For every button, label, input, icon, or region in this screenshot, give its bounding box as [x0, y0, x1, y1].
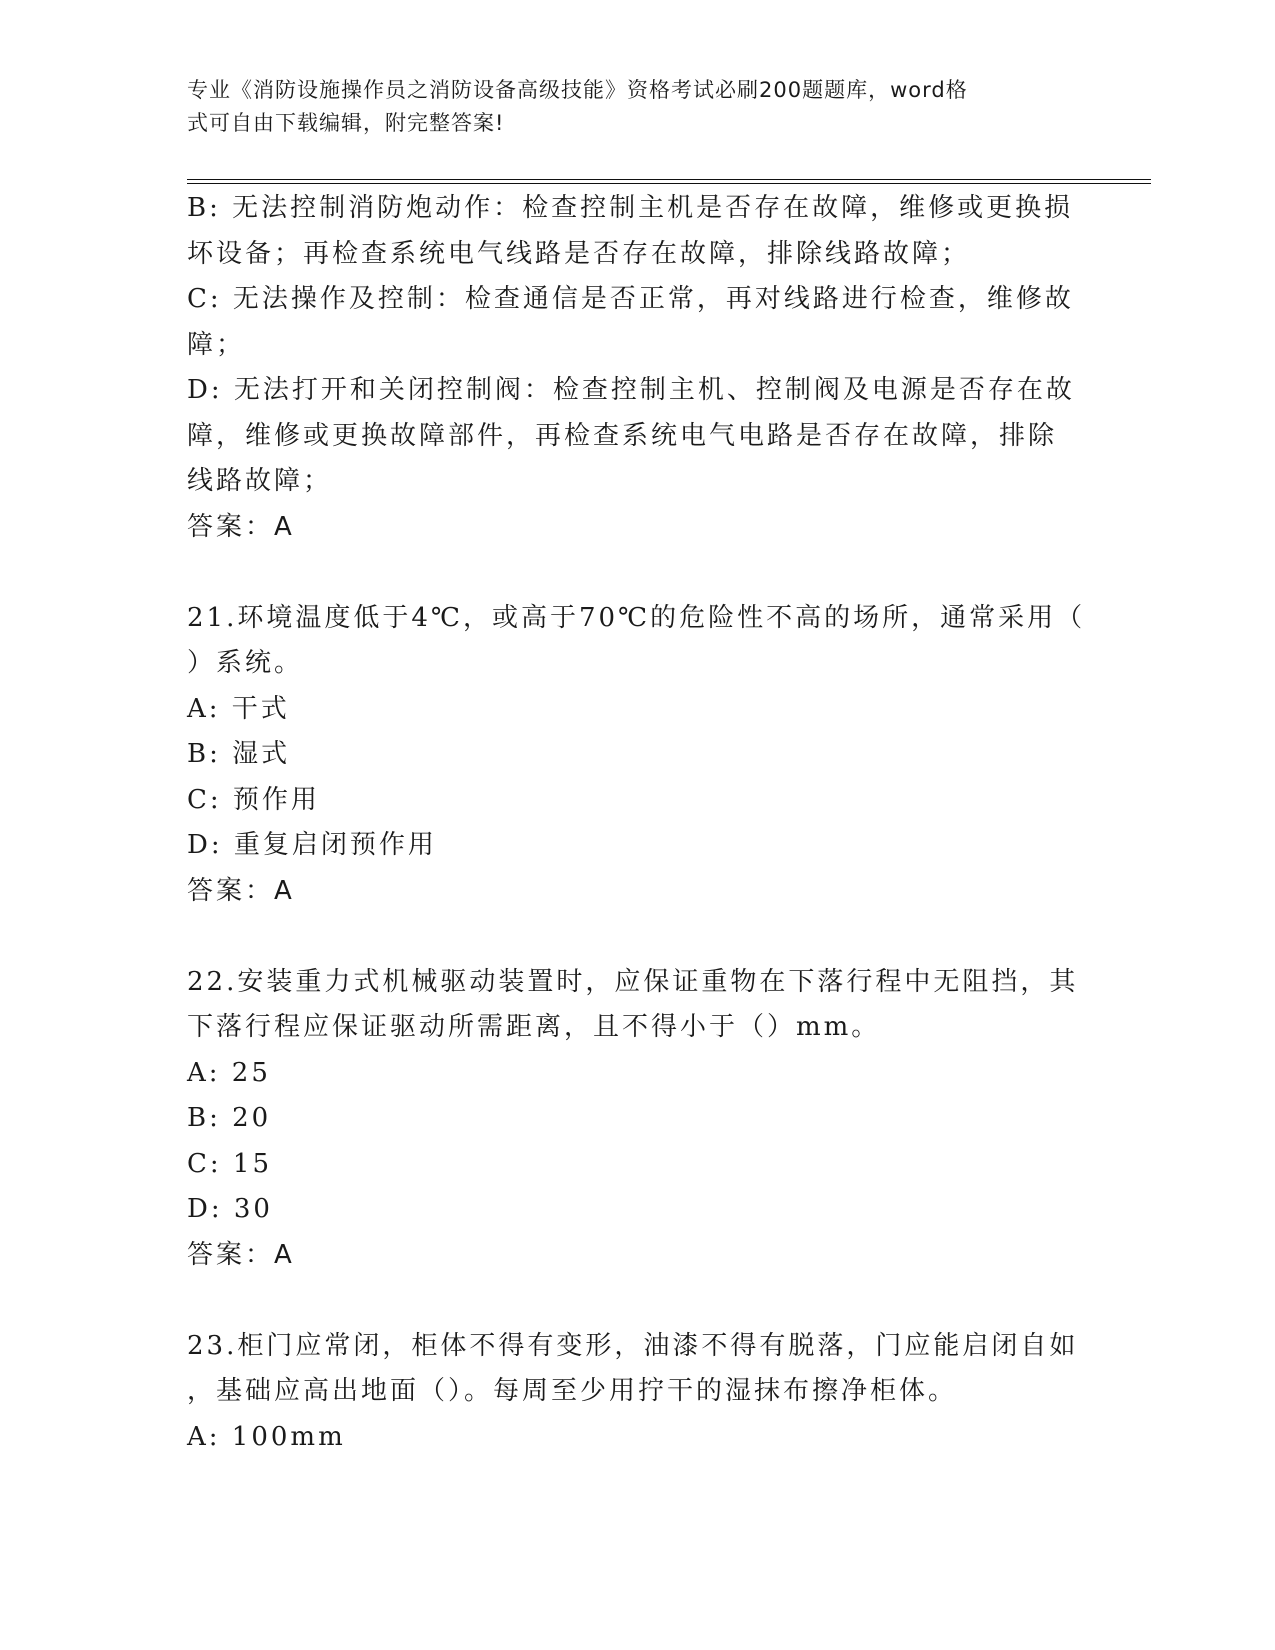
- answer-line: 答案：A: [187, 875, 295, 906]
- question-stem-line-1: 23.柜门应常闭，柜体不得有变形，油漆不得有脱落，门应能启闭自如: [187, 1330, 1079, 1361]
- spacer: [187, 550, 1087, 596]
- answer-line: 答案：A: [187, 511, 295, 542]
- option-b-line-1: B: 无法控制消防炮动作：检查控制主机是否存在故障，维修或更换损: [187, 193, 1074, 223]
- option-d-line-1: D: 无法打开和关闭控制阀：检查控制主机、控制阀及电源是否存在故: [187, 375, 1075, 405]
- answer-line: 答案：A: [187, 1239, 295, 1270]
- question-stem-line-2: ，基础应高出地面（）。每周至少用拧干的湿抹布擦净柜体。: [187, 1376, 958, 1406]
- header-rule-top: [187, 179, 1151, 180]
- question-22: [187, 960, 1087, 1279]
- option-d-line-2: 障，维修或更换故障部件，再检查系统电气电路是否存在故障，排除: [187, 420, 1058, 451]
- option-c: C: 预作用: [187, 784, 320, 815]
- question-stem-line-2: 下落行程应保证驱动所需距离，且不得小于（）mm。: [187, 1012, 881, 1042]
- option-c-line-1: C: 无法操作及控制：检查通信是否正常，再对线路进行检查，维修故: [187, 284, 1074, 314]
- header-rule-bottom: [187, 183, 1151, 184]
- question-21: [187, 596, 1087, 915]
- option-c-line-2: 障；: [187, 329, 246, 360]
- header-line-2: 式可自由下载编辑，附完整答案!: [187, 111, 505, 135]
- document-header: [187, 74, 1067, 140]
- option-a: A: 干式: [187, 693, 290, 724]
- spacer: [187, 914, 1087, 960]
- option-a: A: 100mm: [187, 1421, 346, 1452]
- header-line-1: 专业《消防设施操作员之消防设备高级技能》资格考试必刷200题题库，word格: [187, 78, 968, 102]
- option-a: A: 25: [187, 1057, 271, 1088]
- prev-question-options: [187, 186, 1087, 550]
- spacer: [187, 1278, 1087, 1324]
- option-b-line-2: 坏设备；再检查系统电气线路是否存在故障，排除线路故障；: [187, 238, 971, 269]
- option-d: D: 30: [187, 1194, 273, 1224]
- question-stem-line-1: 22.安装重力式机械驱动装置时，应保证重物在下落行程中无阻挡，其: [187, 966, 1079, 997]
- question-content: [187, 186, 1087, 1460]
- option-d-line-3: 线路故障；: [187, 466, 333, 496]
- option-d: D: 重复启闭预作用: [187, 830, 437, 860]
- option-b: B: 20: [187, 1103, 272, 1133]
- option-c: C: 15: [187, 1148, 273, 1179]
- question-stem-line-1: 21.环境温度低于4℃，或高于70℃的危险性不高的场所，通常采用（: [187, 602, 1086, 633]
- question-stem-line-2: ）系统。: [187, 648, 304, 678]
- option-b: B: 湿式: [187, 739, 291, 769]
- question-23: [187, 1324, 1087, 1461]
